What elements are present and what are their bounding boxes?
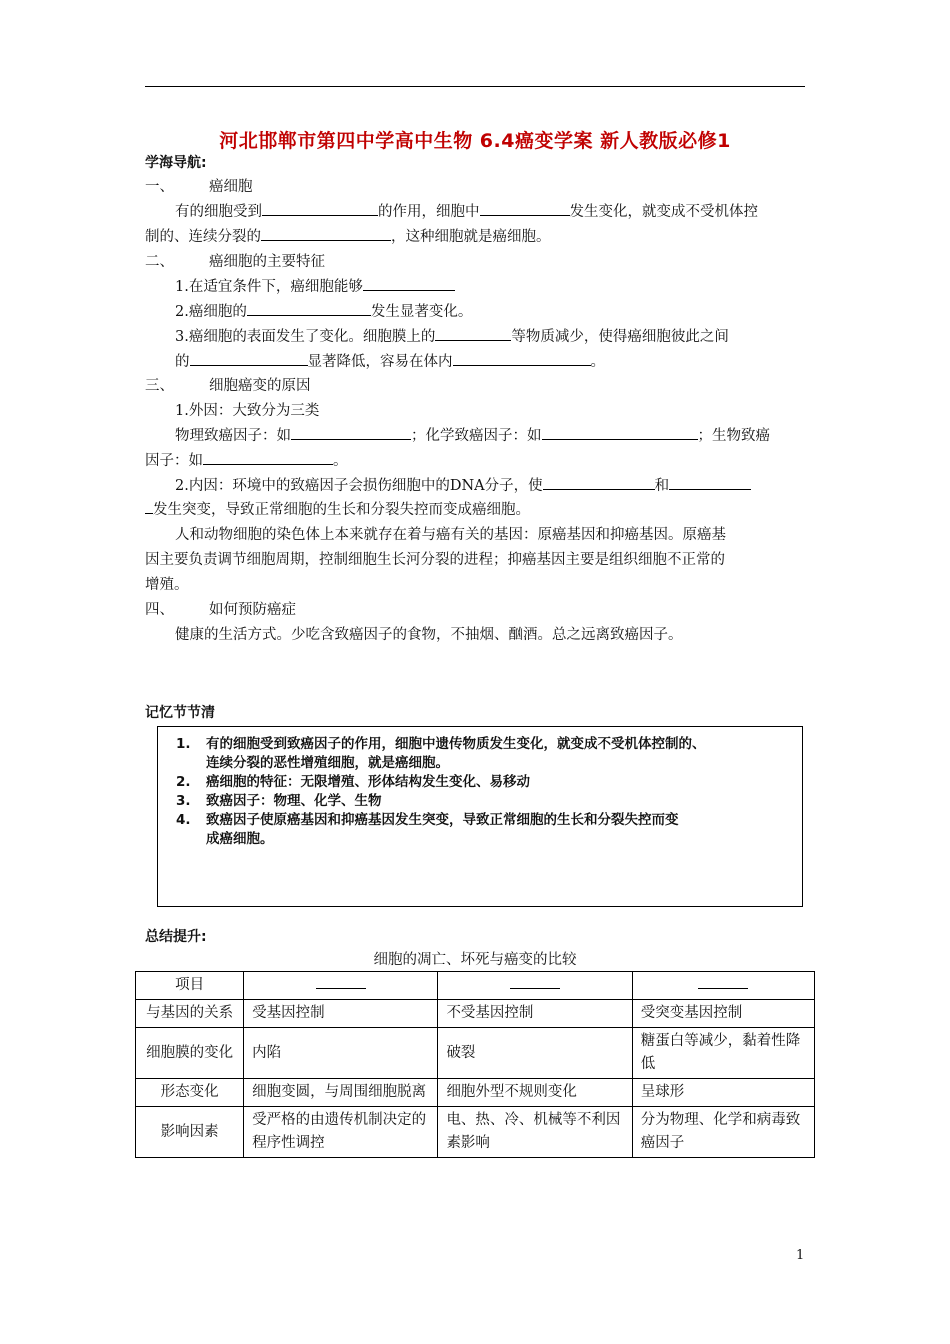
fill-blank[interactable] <box>145 498 153 514</box>
section-title: 癌细胞的主要特征 <box>209 254 325 270</box>
table-row <box>136 1107 815 1158</box>
text-run: 的 <box>175 354 190 370</box>
text-run: 健康的生活方式。少吃含致癌因子的食物，不抽烟、酗酒。总之远离致癌因子。 <box>175 627 683 643</box>
fill-blank[interactable] <box>453 350 591 366</box>
text-run: 。 <box>333 453 348 469</box>
memory-box <box>157 726 803 907</box>
fill-blank[interactable] <box>543 474 655 490</box>
nav-heading: 学海导航: <box>145 155 207 171</box>
table-row <box>136 1079 815 1107</box>
text-run: 1.外因：大致分为三类 <box>175 403 320 419</box>
text-run: ，这种细胞就是癌细胞。 <box>391 229 551 245</box>
text-run: 3.癌细胞的表面发生了变化。细胞膜上的 <box>175 329 436 345</box>
fill-blank[interactable] <box>247 300 371 316</box>
fill-blank[interactable] <box>698 977 748 989</box>
memory-item-line: 成癌细胞。 <box>206 831 274 847</box>
section-4-para <box>145 623 837 647</box>
text-run: 发生显著变化。 <box>370 304 473 320</box>
text-run: 制的、连续分裂的 <box>145 229 261 245</box>
memory-item-number: 1. <box>176 736 191 752</box>
text-run: 。 <box>590 354 605 370</box>
memory-item-line: 有的细胞受到致癌因子的作用，细胞中遗传物质发生变化，就变成不受机体控制的、 <box>206 736 706 752</box>
table-caption: 细胞的凋亡、坏死与癌变的比较 <box>373 952 577 968</box>
section-title: 癌细胞 <box>209 179 253 195</box>
row-label-cell: 细胞膜的变化 <box>136 1028 244 1079</box>
table-cell: 细胞外型不规则变化 <box>438 1079 632 1107</box>
row-label-cell: 影响因素 <box>136 1107 244 1158</box>
table-cell: 不受基因控制 <box>438 1000 632 1028</box>
fill-blank[interactable] <box>316 977 366 989</box>
section-4-heading <box>145 598 807 622</box>
fill-blank[interactable] <box>480 200 570 216</box>
memory-item <box>170 735 802 773</box>
memory-item-text <box>206 773 530 792</box>
fill-blank[interactable] <box>510 977 560 989</box>
section-number: 四、 <box>145 602 174 618</box>
section-3-external-3 <box>145 449 807 473</box>
text-run: 和 <box>654 478 670 494</box>
fill-blank[interactable] <box>291 424 411 440</box>
section-3-para-3 <box>145 573 807 597</box>
fill-blank[interactable] <box>669 474 751 490</box>
section-title: 如何预防癌症 <box>209 602 296 618</box>
document-title: 河北邯郸市第四中学高中生物 6.4癌变学案 新人教版必修1 <box>219 130 731 152</box>
table-cell: 分为物理、化学和病毒致癌因子 <box>632 1107 814 1158</box>
header-rule <box>145 86 805 87</box>
memory-item-line: 致癌因子使原癌基因和抑癌基因发生突变，导致正常细胞的生长和分裂失控而变 <box>206 812 679 828</box>
memory-item-number: 2. <box>176 774 191 790</box>
section-3-external-1 <box>145 399 837 423</box>
table-cell: 呈球形 <box>632 1079 814 1107</box>
text-run: ；化学致癌因子：如 <box>411 428 542 444</box>
text-run: 显著降低，容易在体内 <box>307 354 453 370</box>
section-number: 二、 <box>145 254 174 270</box>
fill-blank[interactable] <box>203 449 333 465</box>
section-1-heading <box>145 175 807 199</box>
section-2-item-3-cont <box>145 350 837 374</box>
table-cell: 受严格的由遗传机制决定的程序性调控 <box>244 1107 438 1158</box>
memory-item <box>170 773 802 792</box>
section-3-para-1 <box>145 523 837 547</box>
table-row <box>136 1000 815 1028</box>
table-row <box>136 1028 815 1079</box>
text-run: 2.癌细胞的 <box>175 304 247 320</box>
memory-item-number: 3. <box>176 793 191 809</box>
memory-list <box>158 735 802 849</box>
header-cell-item: 项目 <box>136 972 244 1000</box>
section-2-item-1 <box>145 275 837 299</box>
table-cell: 破裂 <box>438 1028 632 1079</box>
memory-item-text <box>206 811 679 849</box>
row-label-cell: 形态变化 <box>136 1079 244 1107</box>
page-number: 1 <box>796 1248 805 1263</box>
text-run: 增殖。 <box>145 577 189 593</box>
text-run: 物理致癌因子：如 <box>175 428 291 444</box>
text-run: 人和动物细胞的染色体上本来就存在着与癌有关的基因：原癌基因和抑癌基因。原癌基 <box>175 527 726 543</box>
fill-blank[interactable] <box>542 424 698 440</box>
header-cell-blank[interactable] <box>632 972 814 1000</box>
table-cell: 内陷 <box>244 1028 438 1079</box>
section-3-heading <box>145 374 807 398</box>
section-3-para-2 <box>145 548 807 572</box>
text-run: 有的细胞受到 <box>175 204 262 220</box>
memory-item-line: 癌细胞的特征：无限增殖、形体结构发生变化、易移动 <box>206 774 530 790</box>
section-3-internal-2 <box>145 498 807 522</box>
text-run: 因子：如 <box>145 453 203 469</box>
table-cell: 细胞变圆，与周围细胞脱离 <box>244 1079 438 1107</box>
section-2-item-2 <box>145 300 837 324</box>
text-run: 的作用，细胞中 <box>378 204 480 220</box>
section-3-internal-1 <box>145 474 837 498</box>
text-run: 1.在适宜条件下，癌细胞能够 <box>175 279 363 295</box>
fill-blank[interactable] <box>262 200 378 216</box>
text-run: 发生变化，就变成不受机体控 <box>569 204 758 220</box>
section-3-external-2 <box>145 424 837 448</box>
section-title: 细胞癌变的原因 <box>209 378 311 394</box>
table-cell: 糖蛋白等减少，黏着性降低 <box>632 1028 814 1079</box>
memory-item-text <box>206 792 382 811</box>
section-number: 一、 <box>145 179 174 195</box>
table-cell: 受基因控制 <box>244 1000 438 1028</box>
table-cell: 受突变基因控制 <box>632 1000 814 1028</box>
fill-blank[interactable] <box>261 225 391 241</box>
memory-heading: 记忆节节清 <box>145 705 215 721</box>
text-run: 2.内因：环境中的致癌因子会损伤细胞中的DNA分子，使 <box>175 478 543 494</box>
text-run: 发生突变，导致正常细胞的生长和分裂失控而变成癌细胞。 <box>153 502 530 518</box>
table-cell: 电、热、冷、机械等不利因素影响 <box>438 1107 632 1158</box>
memory-item-text <box>206 735 706 773</box>
memory-item <box>170 792 802 811</box>
header-cell-blank[interactable] <box>244 972 438 1000</box>
text-run: 因主要负责调节细胞周期，控制细胞生长河分裂的进程；抑癌基因主要是组织细胞不正常的 <box>145 552 725 568</box>
memory-item-line: 连续分裂的恶性增殖细胞，就是癌细胞。 <box>206 755 449 771</box>
section-number: 三、 <box>145 378 174 394</box>
header-cell-blank[interactable] <box>438 972 632 1000</box>
fill-blank[interactable] <box>190 350 308 366</box>
section-1-line-2 <box>145 225 807 249</box>
memory-item <box>170 811 802 849</box>
section-1-line-1 <box>145 200 837 224</box>
comparison-table <box>135 971 815 1158</box>
table-header-row <box>136 972 815 1000</box>
memory-item-number: 4. <box>176 812 191 828</box>
text-run: 等物质减少，使得癌细胞彼此之间 <box>511 329 729 345</box>
section-2-item-3 <box>145 325 837 349</box>
section-2-heading <box>145 250 807 274</box>
row-label-cell: 与基因的关系 <box>136 1000 244 1028</box>
fill-blank[interactable] <box>435 325 511 341</box>
text-run: ；生物致癌 <box>697 428 770 444</box>
fill-blank[interactable] <box>363 275 455 291</box>
memory-item-line: 致癌因子：物理、化学、生物 <box>206 793 382 809</box>
summary-heading: 总结提升: <box>145 929 207 945</box>
